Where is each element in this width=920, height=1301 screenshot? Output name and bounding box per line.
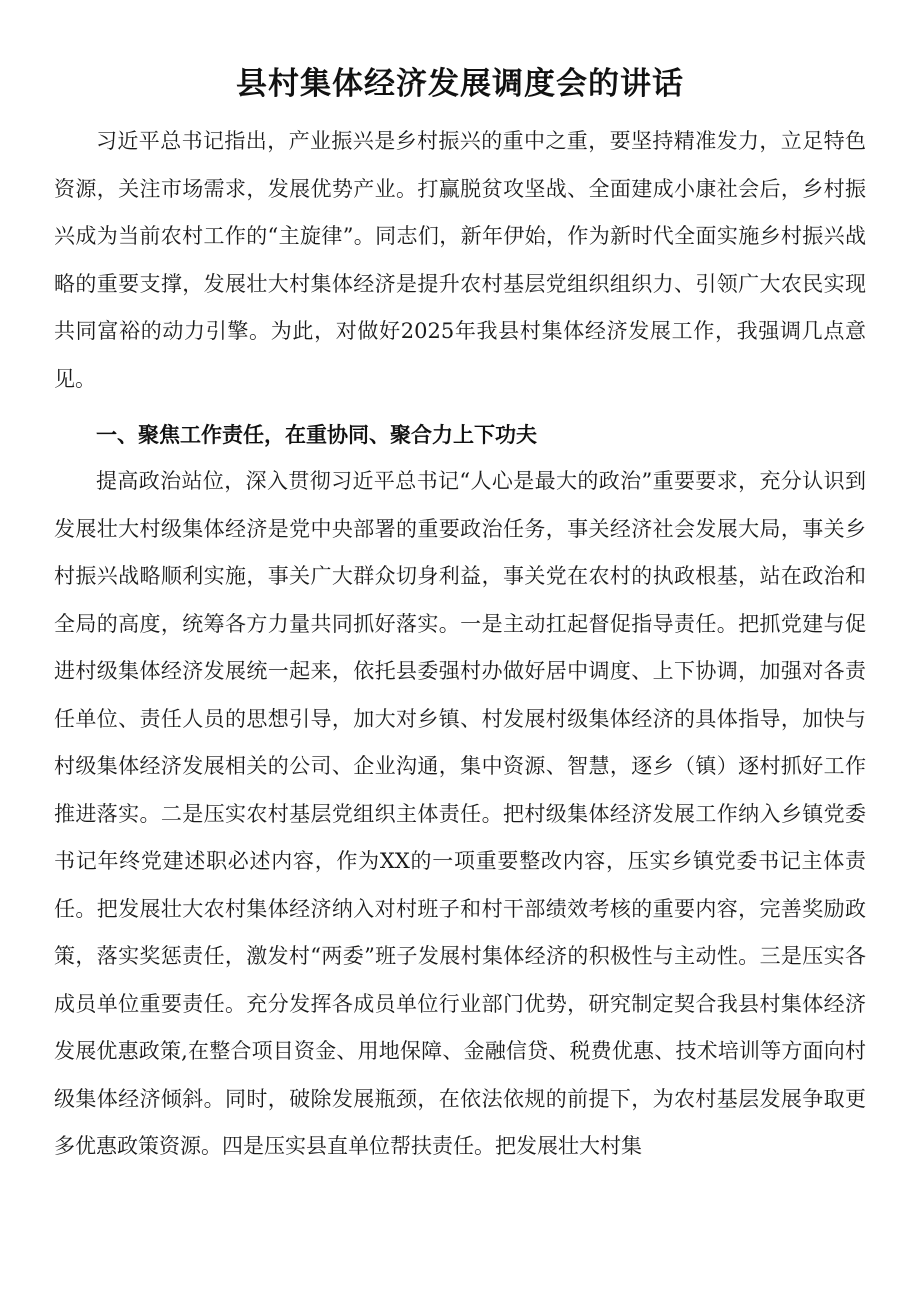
section-heading: 一、聚焦工作责任，在重协同、聚合力上下功夫 bbox=[96, 423, 537, 447]
document-title: 县村集体经济发展调度会的讲话 bbox=[236, 66, 684, 102]
intro-paragraph: 习近平总书记指出，产业振兴是乡村振兴的重中之重，要坚持精准发力，立足特色资源，关注市场需求，发展优势产业。打赢脱贫攻坚战、全面建成小康社会后，乡村振兴成为当前农村工作的“主旋律”。同志们，新年伊始，作为新时代全面实施乡村振兴战略的重要支撑，发展壮大村集体经济是提升农村基层党组织组织力、引领广大农民实现共同富裕的动力引擎。为此，对做好2025年我县村集体经济发展工作，我强调几点意见。 bbox=[54, 129, 866, 391]
section-paragraph: 提高政治站位，深入贯彻习近平总书记“人心是最大的政治”重要要求，充分认识到发展壮大村级集体经济是党中央部署的重要政治任务，事关经济社会发展大局，事关乡村振兴战略顺利实施，事关广大群众切身利益，事关党在农村的执政根基，站在政治和全局的高度，统筹各方力量共同抓好落实。一是主动扛起督促指导责任。把抓党建与促进村级集体经济发展统一起来，依托县委强村办做好居中调度、上下协调，加强对各责任单位、责任人员的思想引导，加大对乡镇、村发展村级集体经济的具体指导，加快与村级集体经济发展相关的公司、企业沟通，集中资源、智慧，逐乡（镇）逐村抓好工作推进落实。二是压实农村基层党组织主体责任。把村级集体经济发展工作纳入乡镇党委书记年终党建述职必述内容，作为XX的一项重要整改内容，压实乡镇党委书记主体责任。把发展壮大农村集体经济纳入对村班子和村干部绩效考核的重要内容，完善奖励政策，落实奖惩责任，激发村“两委”班子发展村集体经济的积极性与主动性。三是压实各成员单位重要责任。充分发挥各成员单位行业部门优势，研究制定契合我县村集体经济发展优惠政策,在整合项目资金、用地保障、金融信贷、税费优惠、技术培训等方面向村级集体经济倾斜。同时，破除发展瓶颈，在依法依规的前提下，为农村基层发展争取更多优惠政策资源。四是压实县直单位帮扶责任。把发展壮大村集 bbox=[54, 469, 866, 1158]
